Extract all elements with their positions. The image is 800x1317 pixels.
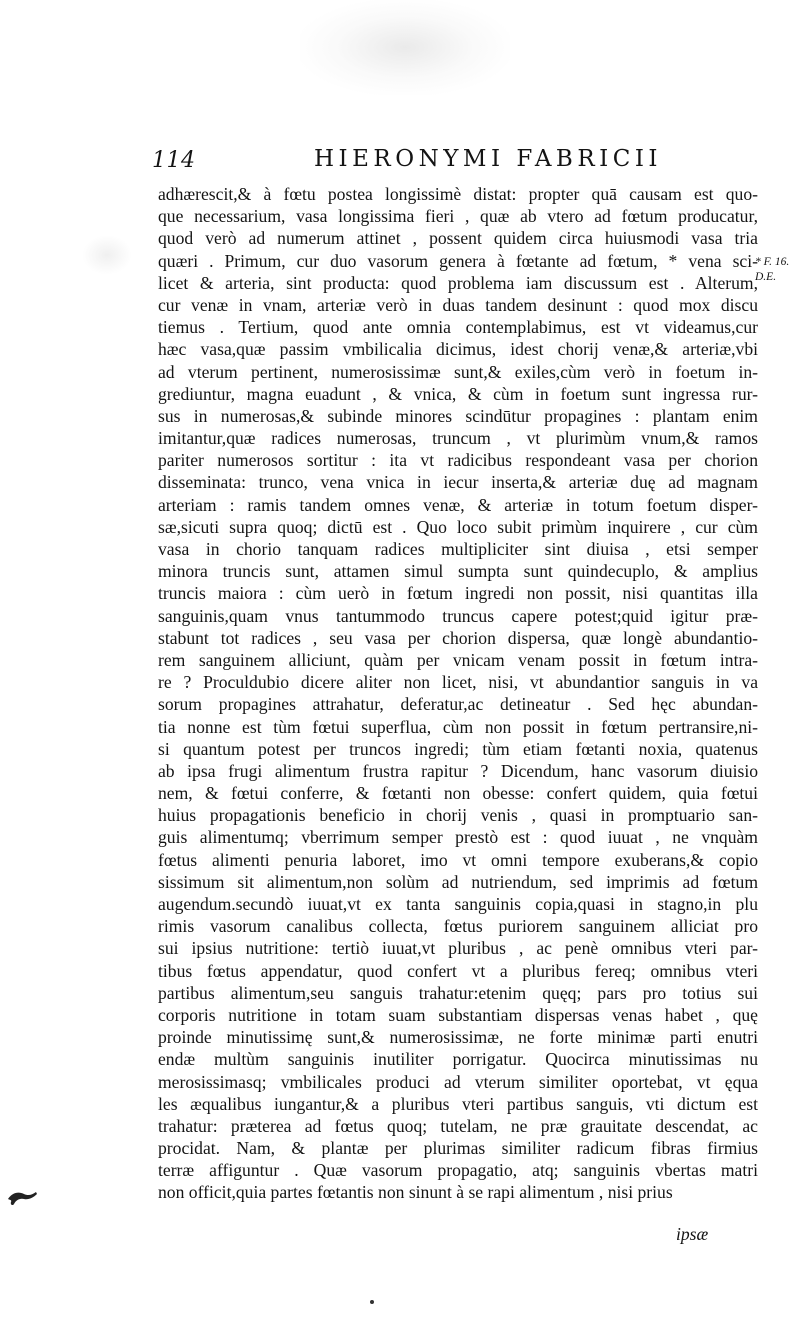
text-line: endæ multùm sanguinis inutiliter porrigatur. Quocirca minutissimas nu: [158, 1049, 758, 1070]
text-line: disseminata: trunco, vena vnica in iecur inserta,& arteriæ duę ad magnam: [158, 472, 758, 493]
text-line: stabunt tot radices , seu vasa per chorion dispersa, quæ longè abundantio-: [158, 627, 758, 648]
catchword: ipsæ: [676, 1224, 709, 1244]
text-line: rem sanguinem alliciunt, quàm per vnicam venam possit in fœtum intra-: [158, 649, 758, 670]
page-number: 114: [152, 148, 196, 173]
text-line: vasa in chorio tanquam radices multipliciter sint diuisa , etsi semper: [158, 539, 758, 559]
text-line: si quantum potest per truncos ingredi; tùm etiam fœtanti noxia, quatenus: [158, 738, 758, 759]
text-line: tibus fœtus appendatur, quod confert vt a pluribus fereq; omnibus vteri: [158, 960, 758, 981]
text-line: fœtus alimenti penuria laboret, imo vt omni tempore exuberans,& copio: [158, 849, 758, 870]
text-line: sui ipsius nutritione: tertiò iuuat,vt pluribus , ac penè omnibus vteri par-: [158, 938, 758, 959]
text-line: tiemus . Tertium, quod ante omnia contemplabimus, est vt videamus,cur: [158, 317, 758, 338]
marginal-note-line: * F. 16.: [755, 256, 790, 268]
bleed-through-stain: [300, 0, 510, 95]
text-line: adhærescit,& à fœtu postea longissimè distat: propter quā causam est quo-: [158, 184, 758, 204]
text-line: corporis nutritione in totam suam substantiam dispersas venas habet , quę: [158, 1004, 758, 1025]
text-line: quod verò ad numerum attinet , possent quidem circa huiusmodi vasa tria: [158, 228, 758, 249]
text-line: pariter numerosos sortitur : ita vt radicibus respondeant vasa per chorion: [158, 450, 758, 471]
text-line: partibus alimentum,seu sanguis trahatur:etenim quęq; pars pro totius sui: [158, 982, 758, 1003]
text-line: proinde minutissimę sunt,& numerosissimæ, ne forte minimæ parti enutri: [158, 1027, 758, 1048]
text-line: imitantur,quæ radices numerosas, truncum , vt plurimùm vnum,& ramos: [158, 428, 758, 449]
text-line: sus in numerosas,& subinde minores scindūtur propagines : plantam enim: [158, 405, 758, 426]
text-line: sorum propagines attrahatur, deferatur,ac detineatur . Sed hęc abundan-: [158, 694, 758, 715]
text-line: cur venæ in vnam, arteriæ verò in duas tandem desinunt : quod mox discu: [158, 294, 758, 315]
margin-stain: [82, 235, 132, 275]
text-line: non officit,quia partes fœtantis non sinunt à se rapi alimentum , nisi prius: [158, 1182, 673, 1203]
text-line: guis alimentumq; vberrimum semper prestò est : quod iuuat , ne vnquàm: [158, 827, 758, 848]
text-line: tia nonne est tùm fœtui superflua, cùm non possit in fœtum pertransire,ni-: [158, 716, 758, 737]
text-line: hæc vasa,quæ passim vmbilicalia dicimus, idest chorij venæ,& arteriæ,vbi: [158, 339, 758, 360]
marginal-note-line: D.E.: [755, 271, 777, 283]
text-line: sissimum sit alimentum,non solùm ad nutriendum, sed imprimis ad fœtum: [158, 871, 758, 892]
body-text: [158, 183, 758, 1204]
text-line: merosissimasq; vmbilicales produci ad vterum similiter oportebat, vt ęqua: [158, 1071, 758, 1092]
text-line: huius propagationis beneficio in chorij venis , quasi in promptuario san-: [158, 805, 758, 826]
text-line: terræ affiguntur . Quæ vasorum propagatio, atq; sanguinis vbertas matri: [158, 1160, 758, 1181]
text-line: minora truncis sunt, attamen simul sumpta sunt quindecuplo, & amplius: [158, 561, 758, 582]
text-line: licet & arteria, sint producta: quod problema iam discussum est . Alterum,: [158, 272, 758, 293]
running-title: HIERONYMI FABRICII: [314, 146, 663, 172]
text-line: quæri . Primum, cur duo vasorum genera à fœtante ad fœtum, * vena sci-: [158, 250, 758, 271]
marginal-note: [755, 255, 789, 285]
text-line: sanguinis,quam vnus tantummodo truncus capere potest;quid igitur præ-: [158, 605, 758, 626]
text-line: truncis maiora : cùm uerò in fœtum ingredi non possit, nisi quantitas illa: [158, 583, 758, 604]
text-line: procidat. Nam, & plantæ per plurimas similiter radicum fibras firmius: [158, 1138, 758, 1159]
text-line: que necessarium, vasa longissima fieri , quæ ab vtero ad fœtum producatur,: [158, 206, 758, 227]
text-line: nem, & fœtui conferre, & fœtanti non obesse: confert quidem, quia fœtui: [158, 783, 758, 804]
text-line: rimis vasorum canalibus collecta, fœtus puriorem sanguinem alliciat pro: [158, 916, 758, 937]
text-line: augendum.secundò iuuat,vt ex tanta sanguinis copia,quasi in stagno,in plu: [158, 894, 758, 914]
text-line: re ? Proculdubio dicere aliter non licet, nisi, vt abundantior sanguis in va: [158, 672, 758, 693]
running-head: [152, 146, 762, 180]
ink-speck: [370, 1300, 374, 1304]
text-line: arteriam : ramis tandem omnes venæ, & arteriæ in totum foetum disper-: [158, 494, 758, 515]
text-line: grediuntur, magna euadunt , & vnica, & cùm in foetum sunt ingressa rur-: [158, 383, 758, 404]
text-line: ab ipsa frugi alimentum frustra rapitur ? Dicendum, hanc vasorum diuisio: [158, 760, 758, 781]
text-line: sæ,sicuti supra quoq; dictū est . Quo loco subit primùm inquirere , cur cùm: [158, 516, 758, 537]
text-line: trahatur: præterea ad fœtus quoq; tutelam, ne præ grauitate descendat, ac: [158, 1115, 758, 1136]
ink-blot-icon: [6, 1185, 38, 1209]
text-line: ad vterum pertinent, numerosissimæ sunt,& exiles,cùm verò in foetum in-: [158, 361, 758, 382]
text-line: les æqualibus iungantur,& a pluribus vteri partibus sanguis, vti dictum est: [158, 1093, 758, 1114]
